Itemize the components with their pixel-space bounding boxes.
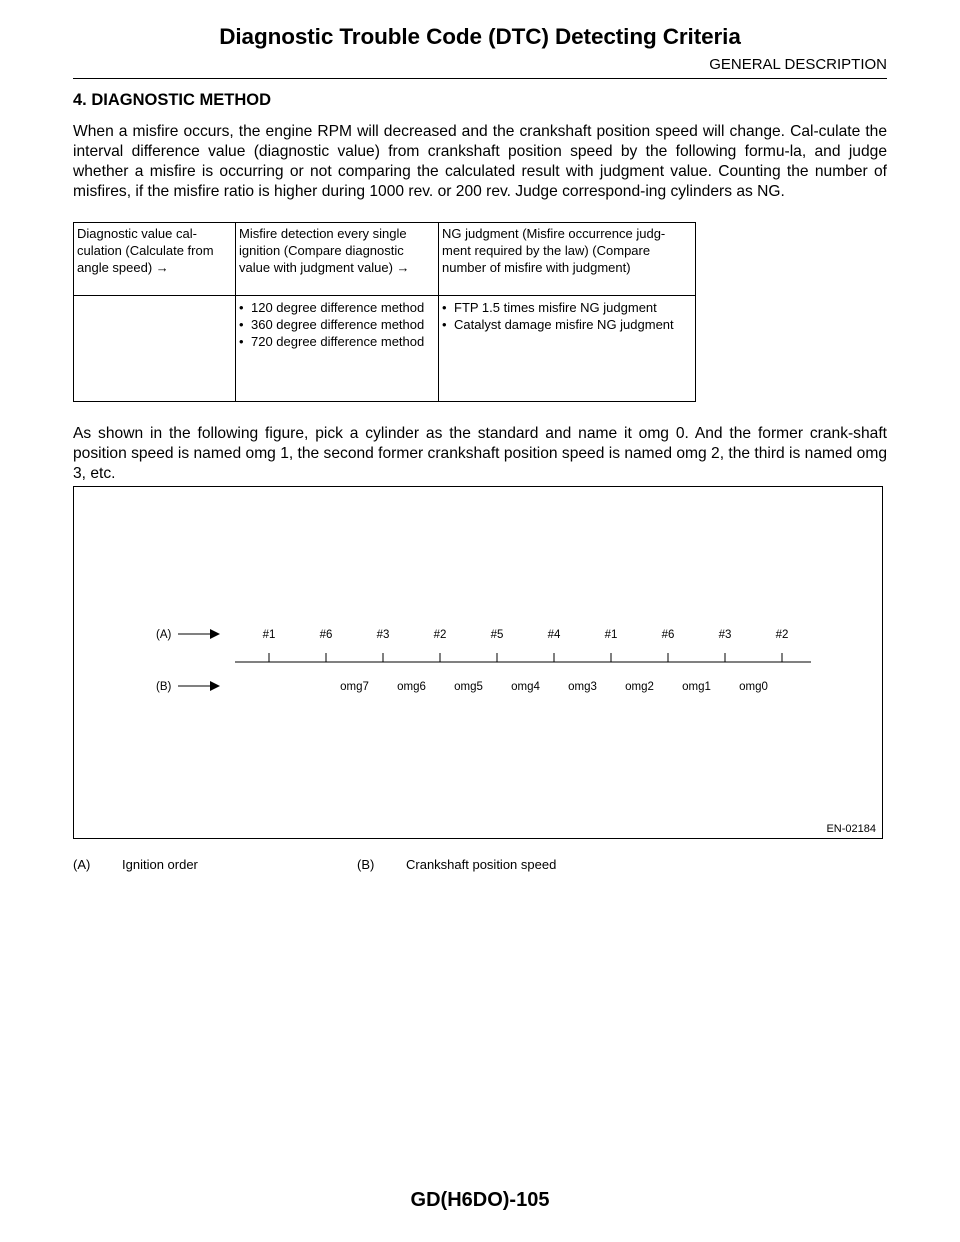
ignition-order-label: #3 xyxy=(376,629,390,641)
list-item: • 120 degree difference method xyxy=(239,300,425,315)
bullet-icon: • xyxy=(442,317,447,332)
speed-label: omg1 xyxy=(682,681,711,693)
legend-text: Ignition order xyxy=(122,857,198,872)
bullet-icon: • xyxy=(442,300,447,315)
list-item: • 720 degree difference method xyxy=(239,334,425,349)
list-item: • 360 degree difference method xyxy=(239,317,425,332)
ignition-order-label: #4 xyxy=(547,629,561,641)
table-cell-judgment: NG judgment (Misfire occurrence judg-ment required by the law) (Compare number of misfire with judgment) xyxy=(439,223,696,296)
ignition-order-label: #6 xyxy=(661,629,675,641)
section-heading: 4. DIAGNOSTIC METHOD xyxy=(73,91,272,109)
arrow-a-icon xyxy=(210,629,220,639)
legend-key: (B) xyxy=(357,857,375,872)
table-cell-empty xyxy=(74,296,236,402)
list-item: • FTP 1.5 times misfire NG judgment xyxy=(442,300,657,315)
header-divider xyxy=(73,78,887,79)
table-cell-calculation: Diagnostic value cal-culation (Calculate from angle speed) → xyxy=(74,223,236,296)
label-a: (A) xyxy=(156,629,172,641)
section-subtitle: GENERAL DESCRIPTION xyxy=(709,56,887,73)
ignition-order-label: #2 xyxy=(775,629,789,641)
ignition-order-label: #1 xyxy=(604,629,618,641)
table-cell-detection: Misfire detection every single ignition (Compare diagnostic value with judgment value) → xyxy=(236,223,439,296)
ignition-order-labels xyxy=(263,629,789,641)
speed-label: omg6 xyxy=(397,681,426,693)
speed-label: omg0 xyxy=(739,681,768,693)
page-title: Diagnostic Trouble Code (DTC) Detecting Criteria xyxy=(219,24,741,49)
speed-label: omg2 xyxy=(625,681,654,693)
figure-intro-paragraph: As shown in the following figure, pick a cylinder as the standard and name it omg 0. And the former crank-shaft position speed is named omg 1, the second former crankshaft position speed is named omg 2, the third is named omg 3, etc. xyxy=(73,425,887,482)
table-row xyxy=(74,296,696,402)
crank-ticks xyxy=(269,653,782,662)
bullet-icon: • xyxy=(239,300,244,315)
figure-diagram xyxy=(74,487,882,838)
legend-item-b xyxy=(357,857,556,872)
ignition-order-label: #5 xyxy=(490,629,504,641)
legend-text: Crankshaft position speed xyxy=(406,857,557,872)
ignition-order-label: #6 xyxy=(319,629,333,641)
ignition-order-label: #1 xyxy=(262,629,276,641)
diagnostic-method-table xyxy=(73,222,696,402)
bullet-icon: • xyxy=(239,334,244,349)
speed-label: omg5 xyxy=(454,681,483,693)
speed-label: omg4 xyxy=(511,681,540,693)
arrow-b-icon xyxy=(210,681,220,691)
page-number: GD(H6DO)-105 xyxy=(410,1189,550,1211)
speed-label: omg3 xyxy=(568,681,597,693)
legend-item-a xyxy=(73,857,198,872)
legend-key: (A) xyxy=(73,857,91,872)
intro-paragraph: When a misfire occurs, the engine RPM will decreased and the crankshaft position speed will change. Cal-culate the interval difference value (diagnostic value) from crankshaft position speed by the following formu-la, and judge whether a misfire is occurring or not comparing the calculated result with judgment value. Counting the number of misfires, if the misfire ratio is higher during 1000 rev. or 200 rev. Judge correspond-ing cylinders as NG. xyxy=(73,123,887,200)
label-b: (B) xyxy=(156,681,172,693)
speed-label: omg7 xyxy=(340,681,369,693)
speed-labels xyxy=(340,681,768,693)
table-cell-detection-methods xyxy=(236,296,439,402)
figure-code: EN-02184 xyxy=(826,823,876,835)
table-cell-judgment-items xyxy=(439,296,696,402)
ignition-order-label: #2 xyxy=(433,629,447,641)
bullet-icon: • xyxy=(239,317,244,332)
table-row xyxy=(74,223,696,296)
ignition-order-figure xyxy=(73,486,883,839)
ignition-order-label: #3 xyxy=(718,629,732,641)
list-item: • Catalyst damage misfire NG judgment xyxy=(442,317,674,332)
